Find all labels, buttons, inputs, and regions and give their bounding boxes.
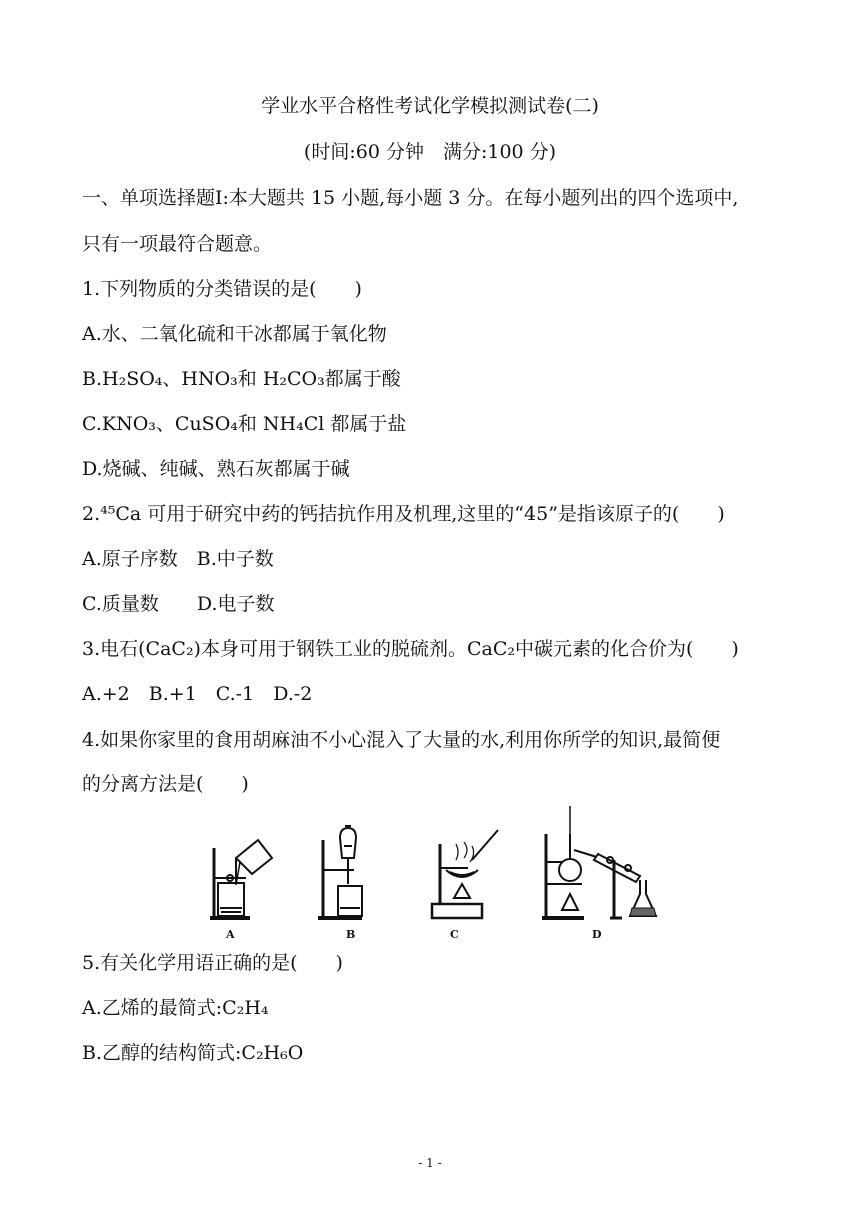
apparatus-b-separatory-funnel bbox=[318, 826, 362, 918]
figure-label-a: A bbox=[226, 928, 235, 941]
question-5-option-a: A.乙烯的最简式:C₂H₄ bbox=[82, 997, 269, 1019]
question-1-option-d: D.烧碱、纯碱、熟石灰都属于碱 bbox=[82, 458, 350, 480]
page-number: - 1 - bbox=[418, 1156, 442, 1170]
section-heading-line1: 一、单项选择题Ⅰ:本大题共 15 小题,每小题 3 分。在每小题列出的四个选项中, bbox=[82, 187, 739, 209]
question-1-option-a: A.水、二氧化硫和干冰都属于氧化物 bbox=[82, 323, 387, 345]
question-1-option-b: B.H₂SO₄、HNO₃和 H₂CO₃都属于酸 bbox=[82, 368, 401, 390]
apparatus-c-evaporation bbox=[432, 830, 498, 918]
separation-apparatus-figure bbox=[200, 800, 680, 945]
exam-subtitle: (时间:60 分钟 满分:100 分) bbox=[303, 141, 557, 163]
question-1-stem: 1.下列物质的分类错误的是( ) bbox=[82, 278, 362, 300]
question-3-stem: 3.电石(CaC₂)本身可用于钢铁工业的脱硫剂。CaC₂中碳元素的化合价为( ) bbox=[82, 638, 739, 660]
question-1-option-c: C.KNO₃、CuSO₄和 NH₄Cl 都属于盐 bbox=[82, 413, 407, 435]
question-4-stem-line2: 的分离方法是( ) bbox=[82, 773, 249, 795]
figure-label-d: D bbox=[592, 928, 602, 941]
exam-title: 学业水平合格性考试化学模拟测试卷(二) bbox=[261, 95, 599, 117]
figure-label-c: C bbox=[450, 928, 459, 941]
figure-label-b: B bbox=[346, 928, 356, 941]
question-4-stem-line1: 4.如果你家里的食用胡麻油不小心混入了大量的水,利用你所学的知识,最简便 bbox=[82, 729, 721, 751]
apparatus-a-decantation bbox=[210, 840, 272, 918]
question-5-option-b: B.乙醇的结构简式:C₂H₆O bbox=[82, 1042, 304, 1064]
question-5-stem: 5.有关化学用语正确的是( ) bbox=[82, 952, 343, 974]
question-2-options-ab: A.原子序数 B.中子数 bbox=[82, 548, 274, 570]
question-3-options: A.+2 B.+1 C.-1 D.-2 bbox=[82, 683, 313, 705]
question-2-options-cd: C.质量数 D.电子数 bbox=[82, 593, 275, 615]
section-heading-line2: 只有一项最符合题意。 bbox=[82, 233, 273, 255]
apparatus-d-distillation bbox=[542, 806, 656, 918]
question-2-stem: 2.⁴⁵Ca 可用于研究中药的钙拮抗作用及机理,这里的“45”是指该原子的( ) bbox=[82, 503, 725, 525]
